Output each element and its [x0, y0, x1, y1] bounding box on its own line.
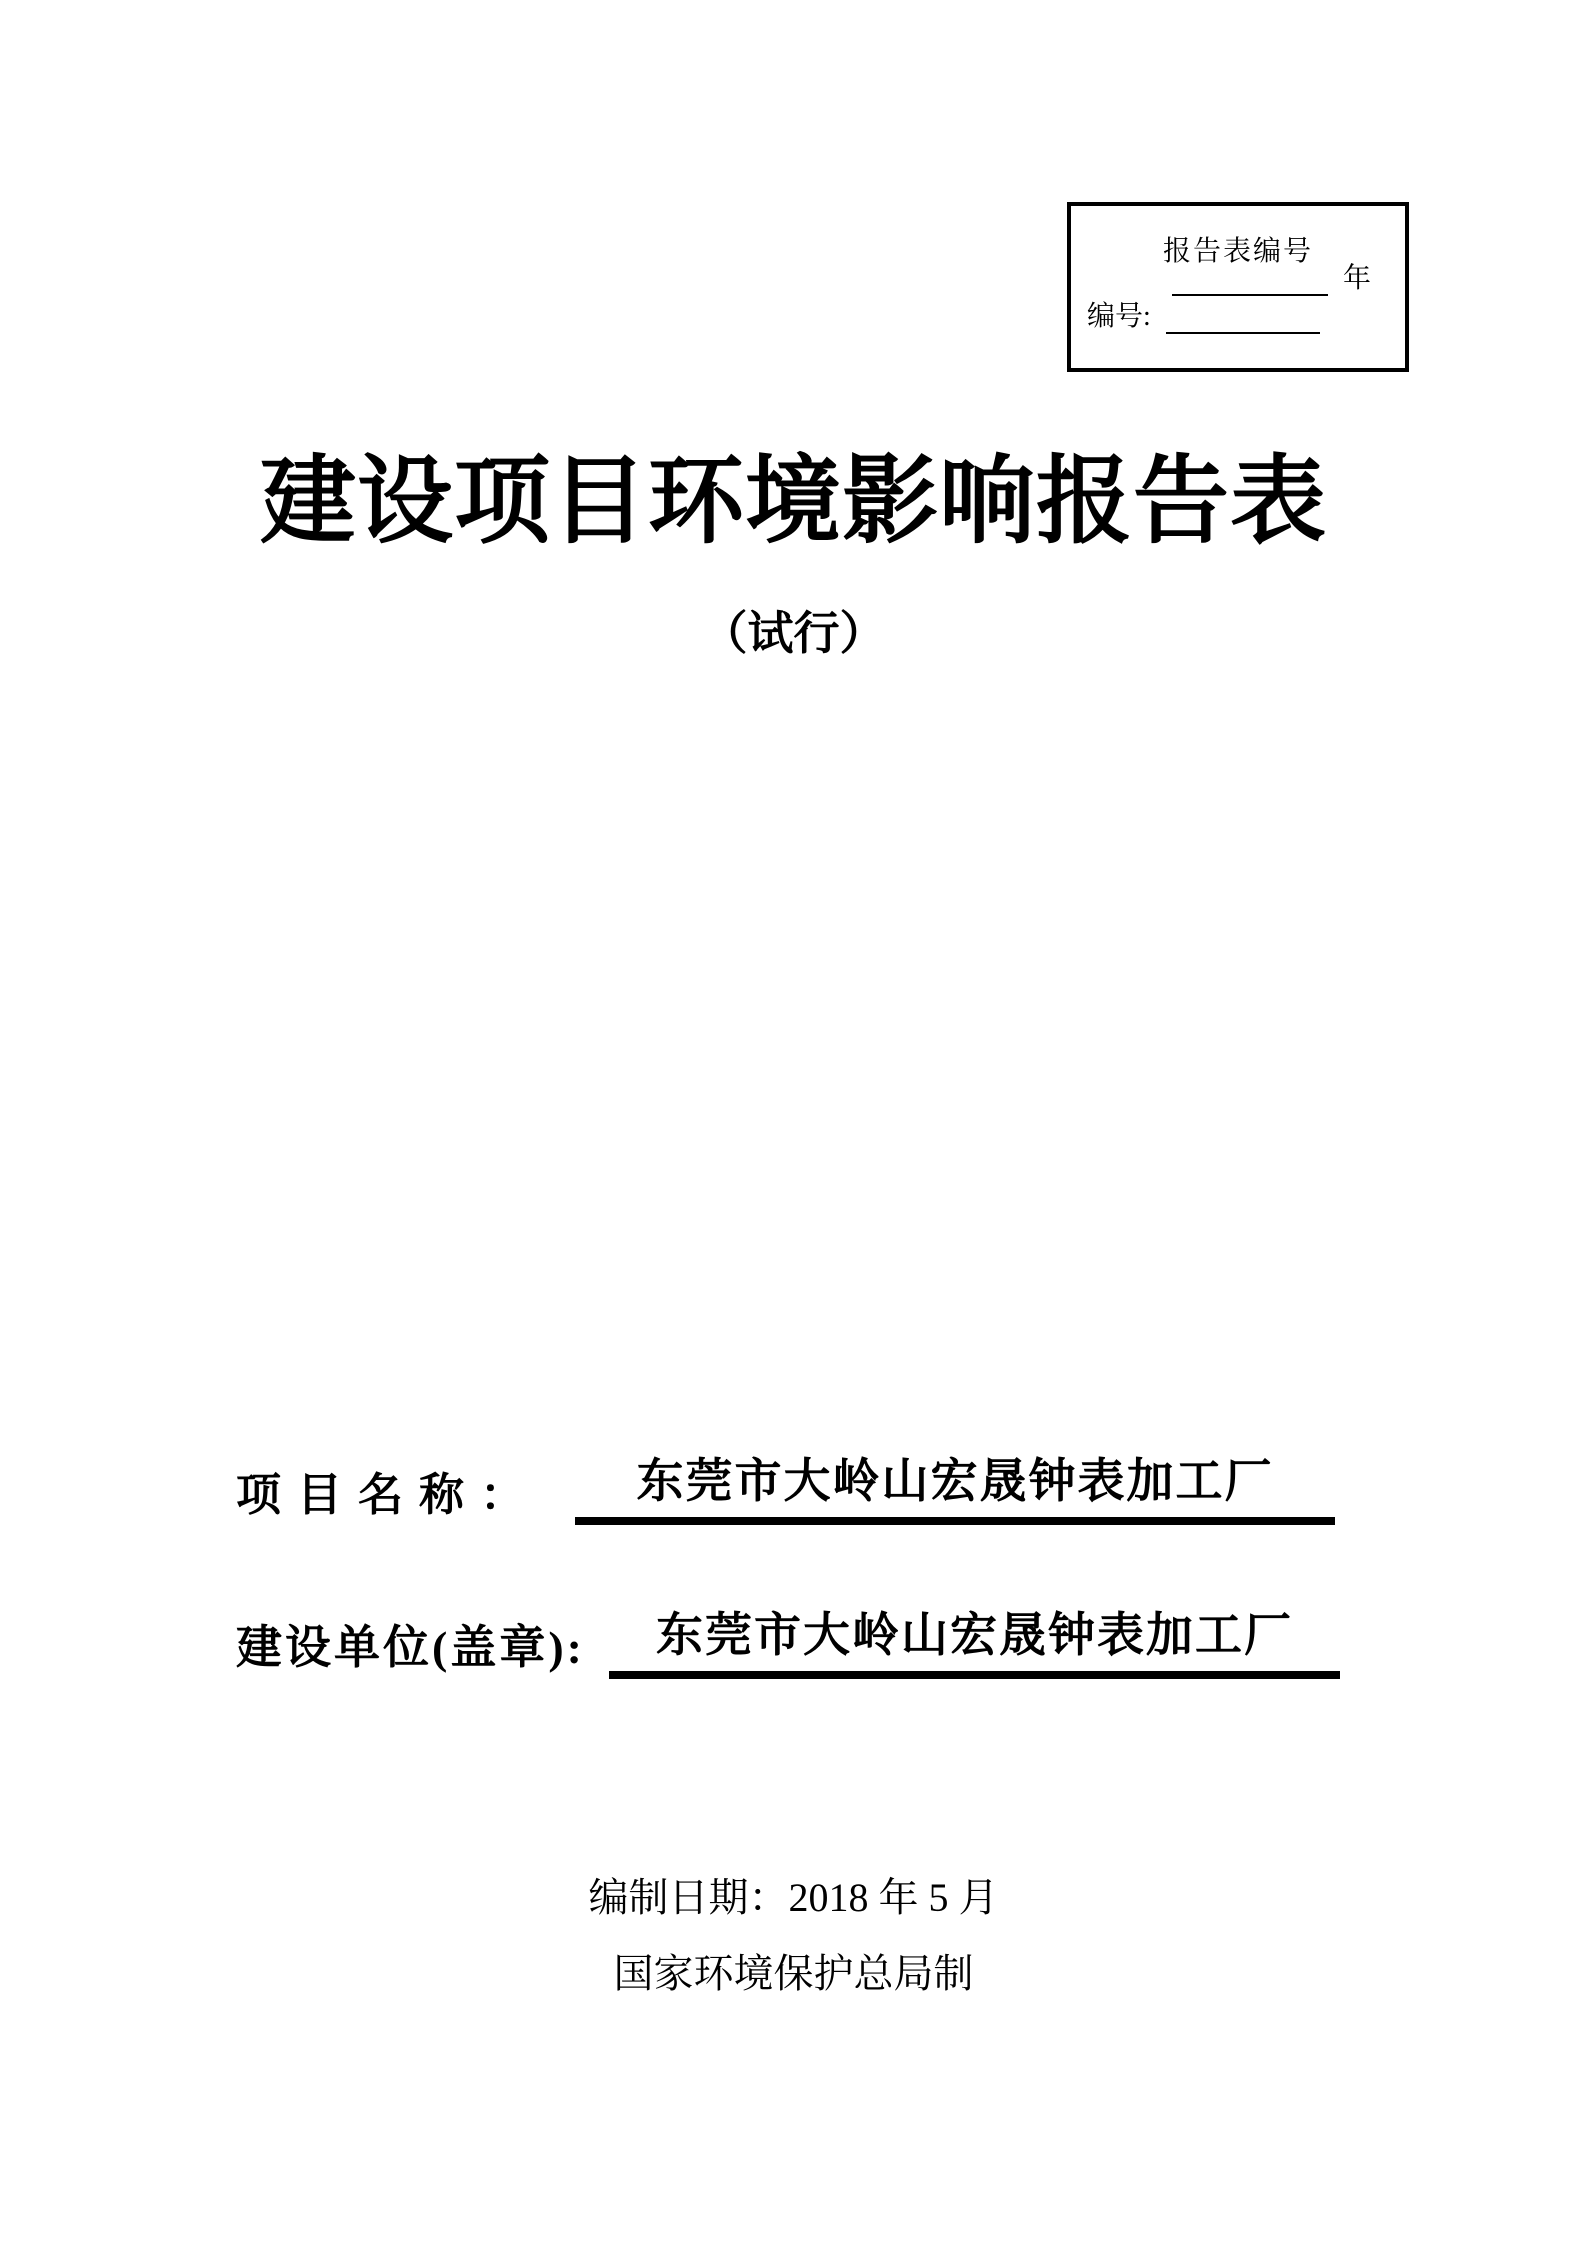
construction-unit-value: 东莞市大岭山宏晟钟表加工厂: [609, 1606, 1340, 1679]
project-name-value: 东莞市大岭山宏晟钟表加工厂: [575, 1452, 1335, 1525]
project-name-row: [236, 1452, 1335, 1525]
project-name-label: 项目名称：: [236, 1469, 542, 1520]
compile-date-line: 编制日期：2018 年 5 月: [588, 1875, 999, 1920]
year-blank-line: [1172, 262, 1328, 296]
report-number-row: [1087, 300, 1320, 334]
page-title: 建设项目环境影响报告表: [260, 448, 1327, 555]
report-number-box-title: 报告表编号: [1162, 236, 1313, 267]
issuer-line: 国家环境保护总局制: [613, 1951, 974, 1996]
number-label: 编号:: [1087, 301, 1151, 333]
construction-unit-label: 建设单位(盖章):: [236, 1622, 585, 1674]
page-subtitle: （试行）: [701, 608, 886, 659]
construction-unit-row: [236, 1606, 1340, 1679]
report-number-box: [1067, 202, 1409, 372]
year-label: 年: [1343, 263, 1372, 295]
number-blank-line: [1166, 300, 1320, 334]
report-number-year-row: [1172, 262, 1371, 296]
